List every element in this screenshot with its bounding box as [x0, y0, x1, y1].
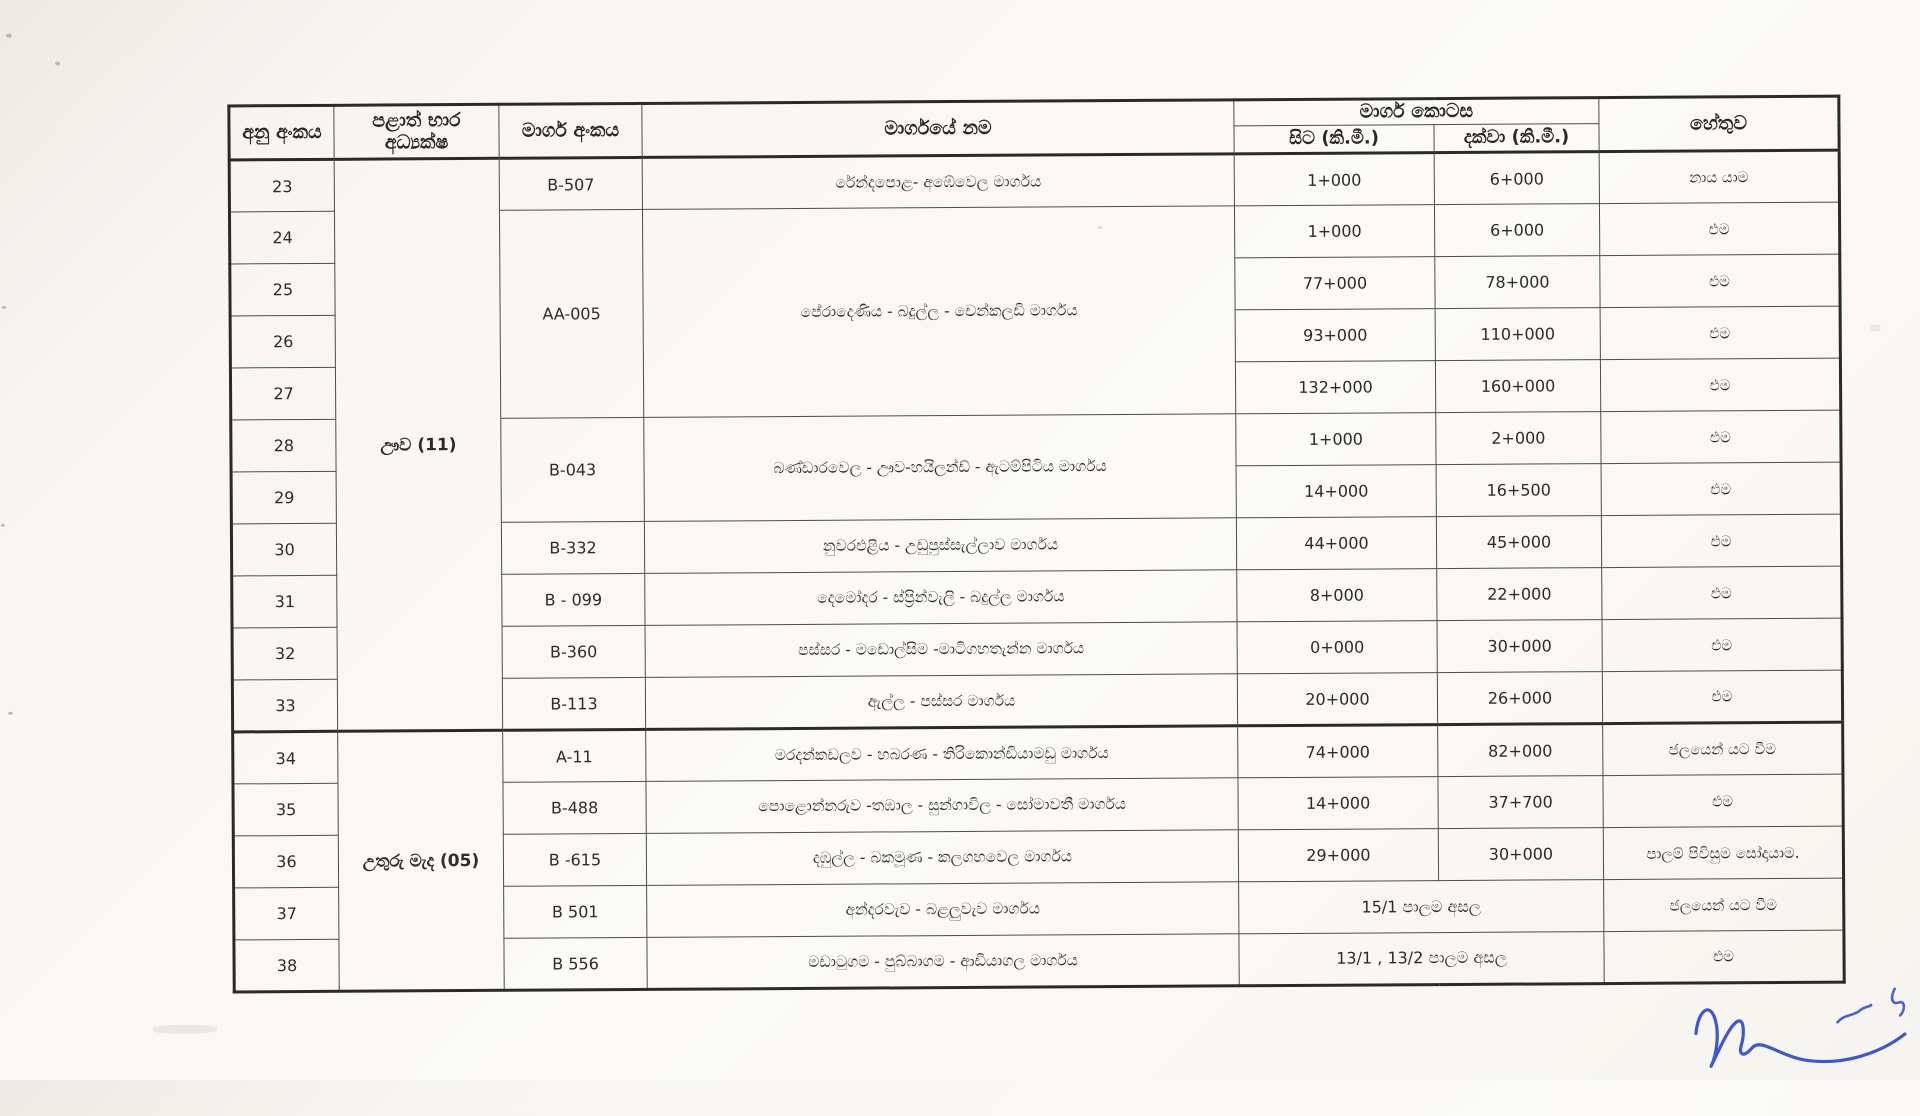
to-km-cell: 6+000 [1434, 152, 1599, 205]
reason-cell: එම [1603, 774, 1843, 827]
reason-cell: නාය යාම [1599, 150, 1839, 203]
scan-speck [2, 306, 7, 309]
scan-speck [1098, 226, 1102, 229]
from-km-cell: 0+000 [1237, 621, 1437, 674]
header-road-name: මාර්ගයේ නම [642, 100, 1234, 158]
road-name-cell: දෙමෝදර - ස්ප්‍රින්වැලි - බදුල්ල මාර්ගය [645, 570, 1237, 626]
road-no-cell: B-488 [503, 781, 646, 834]
to-km-cell: 2+000 [1436, 412, 1601, 465]
serial-cell: 24 [229, 211, 334, 264]
road-name-cell: මරදන්කඩලව - හබරණ - තිරිකොන්ඩියාමඩු මාර්ගය [646, 726, 1238, 782]
to-km-cell: 78+000 [1435, 256, 1600, 309]
serial-cell: 31 [232, 575, 337, 628]
to-km-cell: 22+000 [1437, 568, 1602, 621]
to-km-cell: 37+700 [1438, 776, 1603, 829]
road-name-cell: බණ්ඩාරවෙල - ඌව-හයිලන්ඩ් - ඇටම්පිටිය මාර්ගය [644, 414, 1237, 522]
serial-cell: 25 [230, 263, 335, 316]
scan-smudge [1871, 324, 1881, 331]
serial-cell: 37 [234, 887, 339, 940]
serial-cell: 36 [233, 835, 338, 888]
serial-cell: 26 [230, 315, 335, 368]
header-from-km: සිට (කි.මී.) [1234, 125, 1434, 154]
reason-cell: එම [1600, 306, 1840, 359]
road-name-cell: දඹුල්ල - බකමූණ - කලගහවෙල මාර්ගය [646, 830, 1238, 886]
road-no-cell: B -615 [503, 833, 646, 886]
road-name-cell: ඇල්ල - පස්සර මාර්ගය [645, 674, 1237, 730]
reason-cell: ජලයෙන් යට වීම [1604, 878, 1844, 931]
reason-cell: එම [1604, 930, 1844, 983]
to-km-cell: 26+000 [1437, 672, 1602, 725]
road-no-cell: AA-005 [499, 209, 643, 418]
reason-cell: එම [1602, 670, 1842, 723]
from-km-cell: 14+000 [1236, 465, 1436, 518]
director-cell: ඌව (11) [334, 158, 502, 731]
scan-speck [55, 61, 60, 65]
road-name-cell: පස්සර - මඩොල්සිම -මාටිගහතැන්න මාර්ගය [645, 622, 1237, 678]
handwritten-signature [1686, 974, 1920, 1106]
from-km-cell: 93+000 [1235, 309, 1435, 362]
serial-cell: 29 [231, 471, 336, 524]
serial-cell: 32 [232, 627, 337, 680]
director-cell: උතුරු මැද (05) [338, 730, 505, 991]
serial-cell: 23 [229, 159, 334, 212]
from-km-cell: 8+000 [1237, 569, 1437, 622]
road-name-cell: අන්දරවැව - බළලුවැව මාර්ගය [647, 882, 1239, 938]
road-name-cell: පොළොන්නරුව -තඹාල - සුන්ගාවිල - සෝමාවතී මාර්ගය [646, 778, 1238, 834]
reason-cell: එම [1600, 358, 1840, 411]
table-header [229, 96, 1839, 160]
to-km-cell: 30+000 [1437, 620, 1602, 673]
road-name-cell: පේරාදෙණිය - බදුල්ල - චෙන්කලඩි මාර්ගය [642, 206, 1235, 418]
to-km-cell: 82+000 [1438, 724, 1603, 777]
serial-cell: 35 [233, 783, 338, 836]
to-km-cell: 110+000 [1435, 308, 1600, 361]
reason-cell: එම [1602, 566, 1842, 619]
from-km-cell: 1+000 [1236, 413, 1436, 466]
section-merged-cell: 13/1 , 13/2 පාලම අසල [1239, 932, 1604, 986]
road-no-cell: B-507 [499, 157, 642, 210]
from-km-cell: 20+000 [1237, 673, 1437, 726]
header-serial: අනු අංකය [229, 105, 334, 160]
header-road-no: මාර්ග අංකය [499, 103, 642, 158]
reason-cell: එම [1601, 514, 1841, 567]
from-km-cell: 29+000 [1238, 829, 1438, 882]
from-km-cell: 44+000 [1236, 517, 1436, 570]
section-merged-cell: 15/1 පාලම අසල [1239, 880, 1604, 934]
road-name-cell: රේන්දපොළ- අඹේවෙල මාර්ගය [642, 154, 1234, 210]
serial-cell: 38 [234, 939, 339, 992]
road-no-cell: B 556 [504, 937, 647, 990]
to-km-cell: 6+000 [1434, 204, 1599, 257]
reason-cell: එම [1601, 410, 1841, 463]
scan-speck [1, 524, 5, 527]
header-reason: හේතුව [1599, 96, 1839, 151]
serial-cell: 28 [231, 419, 336, 472]
road-no-cell: B - 099 [502, 573, 645, 626]
header-to-km: දක්වා (කි.මී.) [1434, 124, 1599, 153]
scan-speck [6, 34, 12, 38]
road-no-cell: A-11 [503, 729, 646, 782]
reason-cell: ජලයෙන් යට වීම [1603, 722, 1843, 775]
serial-cell: 30 [231, 523, 336, 576]
reason-cell: එම [1602, 618, 1842, 671]
scan-smudge [153, 1025, 217, 1034]
reason-cell: එම [1601, 462, 1841, 515]
from-km-cell: 1+000 [1234, 153, 1434, 206]
scan-speck [8, 712, 13, 715]
road-sections-table [227, 95, 1845, 994]
serial-cell: 33 [232, 679, 337, 732]
header-section: මාර්ග කොටස [1234, 98, 1599, 126]
to-km-cell: 45+000 [1436, 516, 1601, 569]
from-km-cell: 74+000 [1238, 725, 1438, 778]
reason-cell: එම [1599, 202, 1839, 255]
road-no-cell: B-360 [502, 625, 645, 678]
road-name-cell: නුවරඑළිය - උඩුපුස්සැල්ලාව මාර්ගය [644, 518, 1236, 574]
reason-cell: පාලම් පිවිසුම සෝදායාම. [1603, 826, 1843, 879]
from-km-cell: 77+000 [1235, 257, 1435, 310]
header-director: පළාත් භාර අධ්‍යක්ෂ [334, 104, 499, 159]
to-km-cell: 16+500 [1436, 464, 1601, 517]
road-no-cell: B-043 [501, 417, 645, 522]
to-km-cell: 30+000 [1438, 828, 1603, 881]
serial-cell: 34 [233, 731, 338, 784]
to-km-cell: 160+000 [1435, 360, 1600, 413]
road-no-cell: B-113 [502, 677, 645, 730]
from-km-cell: 132+000 [1235, 361, 1435, 414]
road-no-cell: B 501 [504, 885, 647, 938]
reason-cell: එම [1600, 254, 1840, 307]
from-km-cell: 14+000 [1238, 777, 1438, 830]
from-km-cell: 1+000 [1234, 205, 1434, 258]
road-no-cell: B-332 [501, 521, 644, 574]
serial-cell: 27 [230, 367, 335, 420]
road-name-cell: මඩාටුගම - පුබ්බාගම - ආඩියාගල මාර්ගය [647, 934, 1239, 990]
